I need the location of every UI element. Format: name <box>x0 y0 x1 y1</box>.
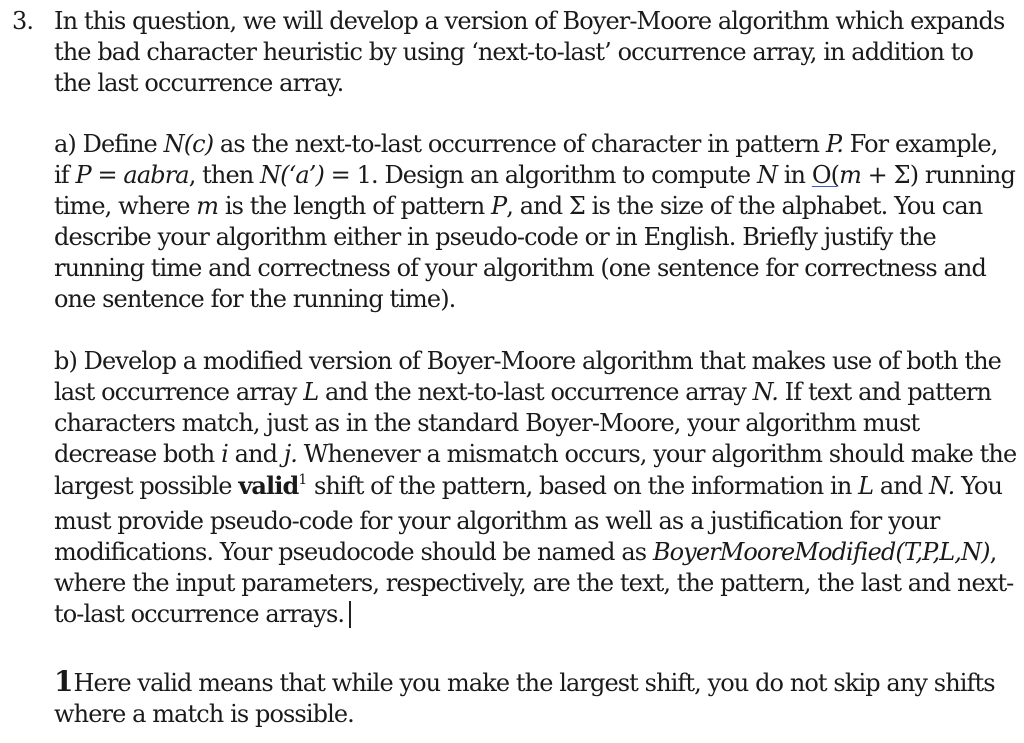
footnote <box>54 666 1009 730</box>
part-b-line: modifications. Your pseudocode should be named as BoyerMooreModified(T,P,L,N), <box>54 538 997 566</box>
part-a-line: running time and correctness of your algorithm (one sentence for correctness and <box>54 254 986 282</box>
part-a-line: a) Define N(c) as the next-to-last occurrence of character in pattern P. For example, <box>54 130 998 158</box>
footnote-marker: 1 <box>54 665 74 698</box>
question-number: 3. <box>12 7 34 35</box>
part-b-line: largest possible valid$^1$ shift of the pattern, based on the information in L and N. You <box>54 471 1003 500</box>
part-a <box>54 129 1015 315</box>
part-b-line: must provide pseudo-code for your algorithm as well as a justification for your <box>54 507 940 535</box>
part-b-line: characters match, just as in the standard Boyer-Moore, your algorithm must <box>54 409 920 437</box>
part-b-line: b) Develop a modified version of Boyer-Moore algorithm that makes use of both the <box>54 347 1001 375</box>
intro-line: In this question, we will develop a version of Boyer-Moore algorithm which expands <box>54 7 1005 35</box>
part-b <box>54 346 1017 630</box>
part-a-line: one sentence for the running time). <box>54 285 456 313</box>
part-b-line: to-last occurrence arrays. <box>54 599 1009 630</box>
intro-line: the last occurrence array. <box>54 69 344 97</box>
part-b-line: where the input parameters, respectively, are the text, the pattern, the last and next- <box>54 569 1014 597</box>
footnote-reference: 1 <box>298 472 308 488</box>
part-b-line: decrease both i and j. Whenever a mismatch occurs, your algorithm should make the <box>54 440 1017 468</box>
part-a-line: if P = aabra, then N(‘a’) = 1. Design an algorithm to compute N in O(m + Σ) running <box>54 161 1015 189</box>
part-a-line: time, where m is the length of pattern P, and Σ is the size of the alphabet. You can <box>54 192 983 220</box>
footnote-line: where a match is possible. <box>54 700 354 728</box>
function-name: BoyerMooreModified <box>652 538 896 566</box>
part-a-line: describe your algorithm either in pseudo-code or in English. Briefly justify the <box>54 223 936 251</box>
question-intro <box>54 6 1009 99</box>
valid-term: valid <box>238 471 299 500</box>
big-o-notation: O( <box>811 161 840 189</box>
text-cursor <box>349 601 351 628</box>
part-b-line: last occurrence array L and the next-to-last occurrence array N. If text and pattern <box>54 378 992 406</box>
intro-line: the bad character heuristic by using ‘next-to-last’ occurrence array, in addition to <box>54 38 974 66</box>
footnote-line: 1Here valid means that while you make the largest shift, you do not skip any shifts <box>54 665 995 698</box>
